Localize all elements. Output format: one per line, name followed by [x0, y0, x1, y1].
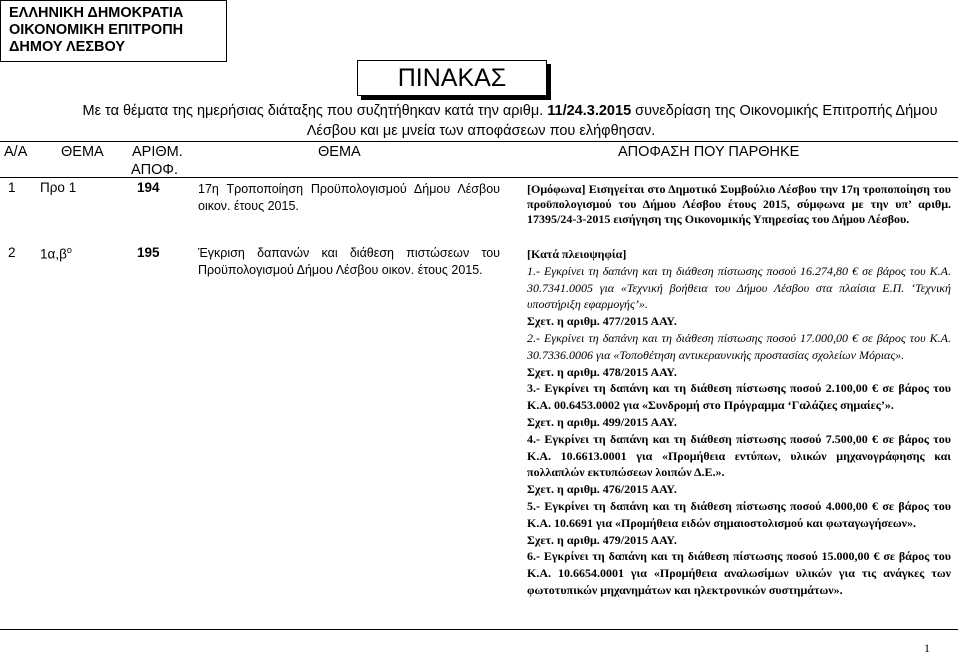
decision-ref-1: Σχετ. η αριθμ. 477/2015 ΑΑΥ. — [527, 314, 677, 329]
decision-item-1: 1.- Εγκρίνει τη δαπάνη και τη διάθεση πίστωσης ποσού 16.274,80 € σε βάρος του Κ.Α. 30.7341.0005 για «Τεχνική βοήθεια του Δήμου Λέσβου στα πλαίσια Ε.Π. ‘Τεχνική υποστήριξη εφαρμογής’». — [527, 263, 951, 312]
document-title: ΠΙΝΑΚΑΣ — [357, 60, 547, 96]
col-header-arithm-1: ΑΡΙΘΜ. — [132, 144, 183, 160]
table-bottom-rule — [0, 629, 958, 630]
decision-ref-4: Σχετ. η αριθμ. 476/2015 ΑΑΥ. — [527, 482, 677, 497]
intro-line-1 — [60, 101, 960, 121]
decision-item-5: 5.- Εγκρίνει τη δαπάνη και τη διάθεση πίστωσης ποσού 4.000,00 € σε βάρος του Κ.Α. 10.6691 για «Προμήθεια ειδών σημαιοστολισμού και φωταγωγήσεων». — [527, 498, 951, 530]
row-1-thema: Προ 1 — [40, 180, 77, 195]
decision-ref-2: Σχετ. η αριθμ. 478/2015 ΑΑΥ. — [527, 364, 677, 379]
row-1-aa: 1 — [8, 180, 16, 195]
session-number: 11/24.3.2015 — [547, 103, 632, 119]
decision-item-2: 2.- Εγκρίνει τη δαπάνη και τη διάθεση πίστωσης ποσού 17.000,00 € σε βάρος του Κ.Α. 30.7336.0006 για «Τοποθέτηση αντικεραυνικής προστασίας σχολείων Μόριας». — [527, 330, 951, 362]
row-1-title: 17η Τροποποίηση Προϋπολογισμού Δήμου Λέσβου οικον. έτους 2015. — [198, 182, 500, 213]
decision-vote: [Κατά πλειοψηφία] — [527, 247, 627, 261]
intro-part-2: συνεδρίαση της Οικονομικής Επιτροπής Δήμου — [631, 103, 938, 119]
decision-ref-5: Σχετ. η αριθμ. 479/2015 ΑΑΥ. — [527, 532, 677, 547]
row-2-thema-sup: ο — [66, 245, 72, 255]
col-header-arithm-2: ΑΠΟΦ. — [131, 162, 179, 178]
row-1-decision — [527, 182, 951, 228]
col-header-title: ΘΕΜΑ — [318, 144, 361, 160]
intro-line-2: Λέσβου και με μνεία των αποφάσεων που ελήφθησαν. — [306, 123, 656, 139]
row-1-arithm: 194 — [137, 180, 160, 195]
col-header-decision: ΑΠΟΦΑΣΗ ΠΟΥ ΠΑΡΘΗΚΕ — [618, 144, 800, 160]
table-top-rule — [0, 141, 958, 142]
header-line-3: ΔΗΜΟΥ ΛΕΣΒΟΥ — [9, 39, 126, 55]
decision-item-3: 3.- Εγκρίνει τη δαπάνη και τη διάθεση πίστωσης ποσού 2.100,00 € σε βάρος του Κ.Α. 00.6453.0002 για «Συνδρομή στο Πρόγραμμα ‘Γαλάζιες σημαίες’». — [527, 381, 951, 413]
row-2-title: Έγκριση δαπανών και διάθεση πιστώσεων του Προϋπολογισμού Δήμου Λέσβου οικον. έτους 2015. — [198, 246, 500, 277]
row-2-arithm: 195 — [137, 245, 160, 260]
col-header-aa: Α/Α — [4, 144, 28, 160]
intro-part-1: Με τα θέματα της ημερήσιας διάταξης που συζητήθηκαν κατά την αριθμ. — [82, 103, 548, 119]
header-line-2: ΟΙΚΟΝΟΜΙΚΗ ΕΠΙΤΡΟΠΗ — [9, 22, 184, 38]
row-2-thema-label: 1α,β — [40, 246, 67, 262]
col-header-thema: ΘΕΜΑ — [61, 144, 104, 160]
row-2-thema — [40, 245, 72, 262]
authority-header — [0, 0, 227, 62]
page-number: 1 — [924, 641, 930, 655]
decision-item-4: 4.- Εγκρίνει τη δαπάνη και τη διάθεση πίστωσης ποσού 7.500,00 € σε βάρος του Κ.Α. 10.6613.0001 για «Προμήθεια εντύπων, υλικών μηχανογράφησης και πολλαπλών εκτυπώσεων λοιπών Δ.Ε.». — [527, 431, 951, 480]
row-2-decision — [527, 246, 951, 599]
decision-ref-3: Σχετ. η αριθμ. 499/2015 ΑΑΥ. — [527, 414, 677, 429]
decision-item-6: 6.- Εγκρίνει τη δαπάνη και τη διάθεση πίστωσης ποσού 15.000,00 € σε βάρος του Κ.Α. 10.6654.0001 για «Προμήθεια αναλωσίμων υλικών για τις ανάγκες των φωτοτυπικών μηχανημάτων και ηλεκτρονικών συστημάτων». — [527, 549, 951, 597]
row-2-aa: 2 — [8, 245, 16, 260]
header-line-1: ΕΛΛΗΝΙΚΗ ΔΗΜΟΚΡΑΤΙΑ — [9, 5, 184, 21]
intro-text — [60, 101, 960, 141]
row-1-decision-text: [Ομόφωνα] Εισηγείται στο Δημοτικό Συμβούλιο Λέσβου την 17η τροποποίηση του προϋπολογισμού του Δήμου Λέσβου έτους 2015, σύμφωνα με την υπ’ αριθμ. 17395/24-3-2015 εισήγηση της Οικονομικής Υπηρεσίας του Δήμου Λέσβου. — [527, 182, 951, 227]
